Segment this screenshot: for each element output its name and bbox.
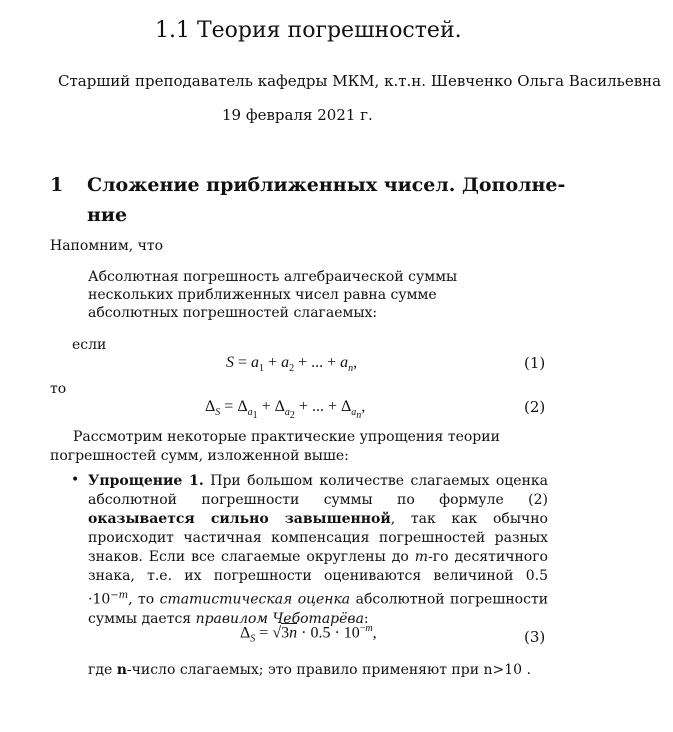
list-item: Упрощение 1. При большом количестве слагаемых оценка абсолютной погрешности суммы по формуле (2) оказывается сильно завышенной, так как обычно происходит частичная компенсация погрешностей разных знаков. Если все слагаемые округлены до m-го десятичного знака, т.е. их погрешности оцениваются величиной $0.5 \cdot 10^{-m}$, то статистическая оценка абсолютной погрешности суммы дается правилом Чеботарёва: — [88, 473, 549, 627]
equation-number-1: (1) — [524, 354, 546, 372]
equation-1: $S = a_1 + a_2$ + ... + $a_n$, — [226, 354, 358, 375]
equation-3: $\Delta_S = √3n \cdot 0.5 \cdot 10^{-m}$, — [240, 623, 377, 645]
section-title: Сложение приближенных чисел. Дополне- ние — [87, 174, 566, 226]
section-number: 1 — [50, 174, 64, 196]
bullet-icon: • — [71, 472, 80, 488]
equation-number-3: (3) — [524, 628, 546, 646]
equation-number-2: (2) — [524, 398, 546, 416]
page-title: 1.1 Теория погрешностей. — [155, 18, 462, 43]
lead-text: Напомним, что — [50, 238, 164, 254]
equation-2: $\Delta_S = \Delta_{a_1} + \Delta_{a_2}$ + ... + $\Delta_{a_n}$, — [205, 398, 366, 422]
date-line: 19 февраля 2021 г. — [222, 106, 373, 124]
paragraph: Рассмотрим некоторые практические упрощения теории погрешностей сумм, изложенной выше: — [50, 429, 500, 464]
quote-block: Абсолютная погрешность алгебраической суммы нескольких приближенных чисел равна сумме абсолютных погрешностей слагаемых: — [88, 269, 458, 321]
if-word: если — [72, 337, 107, 353]
then-word: то — [50, 381, 67, 397]
note-line: где n-число слагаемых; это правило применяют при n>10 . — [88, 662, 531, 678]
author-line: Старший преподаватель кафедры МКМ, к.т.н. Шевченко Ольга Васильевна — [58, 72, 662, 90]
